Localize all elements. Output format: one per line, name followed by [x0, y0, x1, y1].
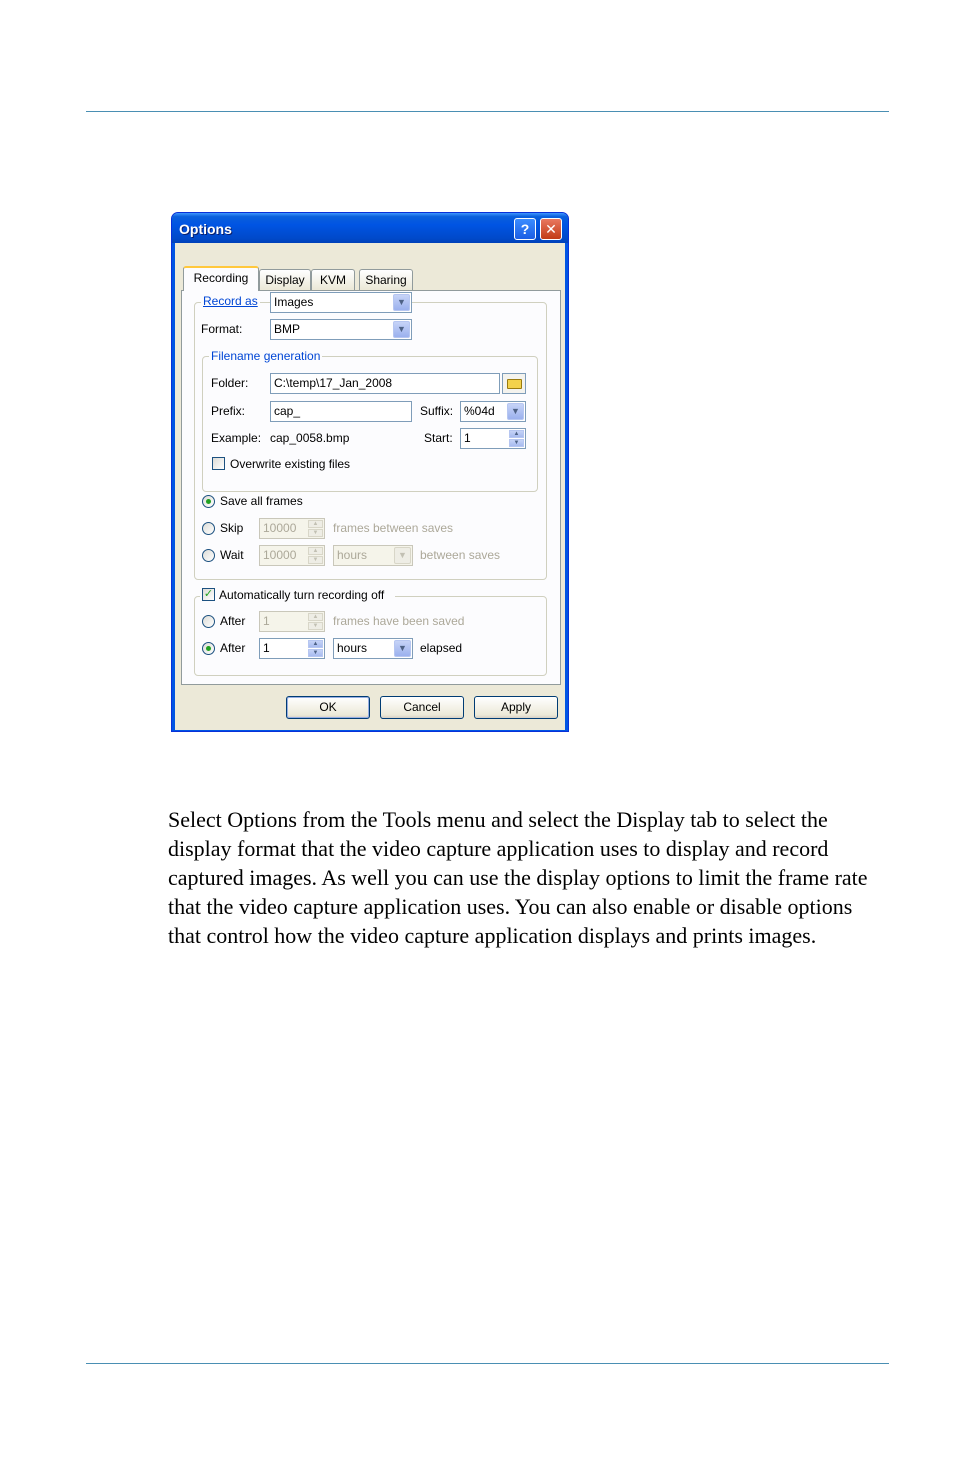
- after-time-unit-select[interactable]: [333, 638, 413, 659]
- prefix-label: Prefix:: [211, 404, 246, 418]
- dialog-client: [175, 243, 565, 730]
- after-frames-label: After: [220, 614, 246, 628]
- after-time-radio[interactable]: [202, 642, 215, 655]
- example-label: Example:: [211, 431, 262, 445]
- record-as-label: Record as: [203, 294, 258, 308]
- filename-generation-legend: Filename generation: [211, 349, 321, 363]
- wait-unit-value: hours: [337, 548, 368, 562]
- folder-input[interactable]: [270, 373, 500, 394]
- prefix-input[interactable]: [270, 401, 412, 422]
- after-frames-suffix: frames have been saved: [333, 614, 465, 628]
- wait-unit-select[interactable]: [333, 545, 413, 566]
- dialog-titlebar[interactable]: [172, 213, 568, 243]
- chevron-down-icon[interactable]: ▼: [394, 640, 411, 657]
- tab-sharing-label: Sharing: [365, 273, 407, 287]
- after-time-spinner[interactable]: [259, 638, 325, 659]
- body-paragraph: Select Options from the Tools menu and select the Display tab to select the display format that the video capture application uses to display and record captured images. As well you can use the display options to limit the frame rate that the video capture application uses. You can also enable or disable options that control how the video capture application displays and prints images.: [168, 807, 868, 948]
- spinner-arrows-icon[interactable]: ▲ ▼: [308, 520, 323, 537]
- auto-off-checkbox[interactable]: ✓: [203, 588, 214, 600]
- wait-value: 10000: [263, 548, 297, 562]
- wait-spinner[interactable]: [259, 545, 325, 566]
- after-time-suffix: elapsed: [420, 641, 463, 655]
- cancel-label: Cancel: [403, 700, 441, 714]
- tab-recording[interactable]: [183, 266, 259, 291]
- after-frames-value: 1: [263, 614, 270, 628]
- record-as-select[interactable]: [270, 292, 412, 313]
- after-time-value: 1: [263, 641, 270, 655]
- prefix-value: cap_: [274, 404, 301, 418]
- overwrite-checkbox[interactable]: [212, 457, 225, 470]
- format-select[interactable]: [270, 319, 412, 340]
- tab-sharing[interactable]: [359, 269, 413, 291]
- after-frames-radio[interactable]: [202, 615, 215, 628]
- cancel-button[interactable]: [380, 696, 464, 719]
- suffix-select[interactable]: [460, 401, 526, 422]
- spinner-arrows-icon[interactable]: ▲ ▼: [308, 547, 323, 564]
- auto-off-label: Automatically turn recording off: [219, 588, 385, 602]
- format-value: BMP: [274, 322, 301, 336]
- start-label: Start:: [424, 431, 453, 445]
- suffix-label: Suffix:: [420, 404, 454, 418]
- close-icon: ✕: [545, 221, 557, 237]
- auto-off-group: [194, 596, 547, 676]
- tab-recording-label: Recording: [193, 271, 249, 285]
- spinner-arrows-icon[interactable]: ▲ ▼: [308, 613, 323, 630]
- chevron-down-icon[interactable]: ▼: [393, 321, 410, 338]
- chevron-down-icon[interactable]: ▼: [393, 294, 410, 311]
- skip-suffix: frames between saves: [333, 521, 454, 535]
- header-rule: [86, 111, 889, 112]
- folder-label: Folder:: [211, 376, 249, 390]
- skip-label: Skip: [220, 521, 244, 535]
- after-time-label: After: [220, 641, 246, 655]
- ok-label: OK: [319, 700, 337, 714]
- help-icon: ?: [520, 221, 530, 237]
- chevron-down-icon[interactable]: ▼: [394, 547, 411, 564]
- folder-value: C:\temp\17_Jan_2008: [274, 376, 393, 390]
- skip-radio[interactable]: [202, 522, 215, 535]
- footer-rule: [86, 1363, 889, 1364]
- tab-display[interactable]: [259, 269, 311, 291]
- example-value: cap_0058.bmp: [270, 431, 350, 445]
- spinner-arrows-icon[interactable]: ▲ ▼: [308, 640, 323, 657]
- ok-button[interactable]: [286, 696, 370, 719]
- recording-panel: [181, 290, 561, 685]
- start-spinner[interactable]: [460, 428, 526, 449]
- wait-radio[interactable]: [202, 549, 215, 562]
- suffix-value: %04d: [464, 404, 495, 418]
- spinner-arrows-icon[interactable]: ▲ ▼: [509, 430, 524, 447]
- save-all-frames-radio[interactable]: [202, 495, 215, 508]
- browse-folder-button[interactable]: [502, 373, 526, 394]
- dialog-title: Options: [179, 221, 232, 237]
- folder-icon: [507, 379, 522, 389]
- after-time-unit-value: hours: [337, 641, 368, 655]
- format-label: Format:: [201, 322, 243, 336]
- overwrite-label: Overwrite existing files: [230, 457, 351, 471]
- wait-label: Wait: [220, 548, 244, 562]
- start-value: 1: [464, 431, 471, 445]
- record-as-value: Images: [274, 295, 314, 309]
- help-button[interactable]: [514, 218, 536, 240]
- skip-spinner[interactable]: [259, 518, 325, 539]
- tab-kvm-label: KVM: [319, 273, 346, 287]
- options-dialog: [171, 212, 569, 732]
- after-frames-spinner[interactable]: [259, 611, 325, 632]
- apply-label: Apply: [500, 700, 532, 714]
- skip-value: 10000: [263, 521, 297, 535]
- chevron-down-icon[interactable]: ▼: [507, 403, 524, 420]
- close-button[interactable]: [540, 218, 562, 240]
- wait-suffix: between saves: [420, 548, 501, 562]
- apply-button[interactable]: [474, 696, 558, 719]
- save-all-frames-label: Save all frames: [220, 494, 303, 508]
- tab-kvm[interactable]: [311, 269, 355, 291]
- tab-display-label: Display: [265, 273, 305, 287]
